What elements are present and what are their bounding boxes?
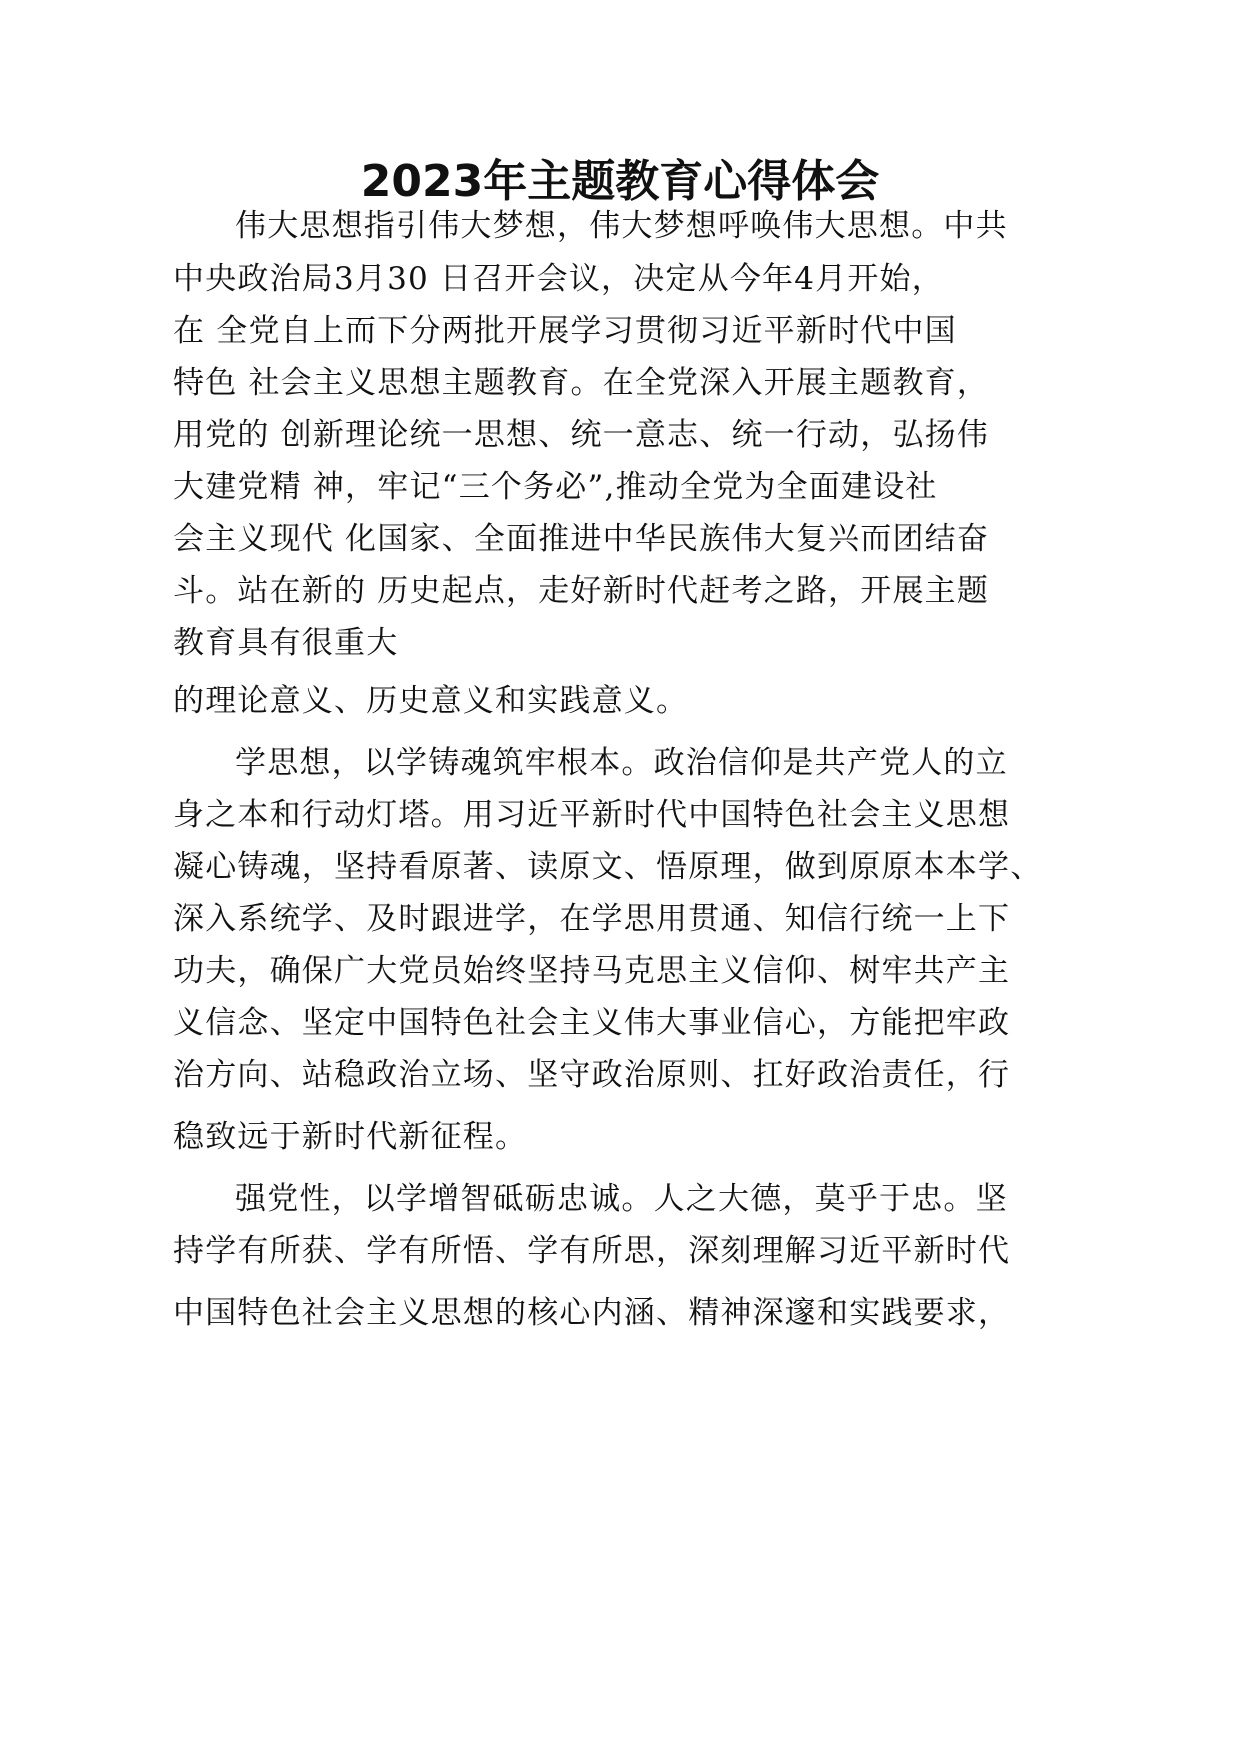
text-line: 身之本和行动灯塔。用习近平新时代中国特色社会主义思想 — [173, 797, 1011, 833]
text-line: 稳致远于新时代新征程。 — [173, 1119, 528, 1155]
text-line: 强党性，以学增智砥砺忠诚。人之大德，莫乎于忠。坚 — [235, 1181, 1008, 1217]
text-line: 斗。站在新的 历史起点，走好新时代赶考之路，开展主题 — [173, 573, 990, 609]
text-line: 持学有所获、学有所悟、学有所思，深刻理解习近平新时代 — [173, 1233, 1011, 1269]
text-line: 深入系统学、及时跟进学，在学思用贯通、知信行统一上下 — [173, 901, 1011, 937]
text-line: 学思想，以学铸魂筑牢根本。政治信仰是共产党人的立 — [235, 745, 1008, 781]
text-line: 用党的 创新理论统一思想、统一意志、统一行动，弘扬伟 — [173, 417, 990, 453]
text-line: 大建党精 神，牢记“三个务必”,推动全党为全面建设社 — [173, 469, 938, 505]
document-title: 2023年主题教育心得体会 — [360, 156, 880, 207]
text-line: 特色 社会主义思想主题教育。在全党深入开展主题教育， — [173, 365, 990, 401]
text-line: 功夫，确保广大党员始终坚持马克思主义信仰、树牢共产主 — [173, 953, 1011, 989]
text-line: 在 全党自上而下分两批开展学习贯彻习近平新时代中国 — [173, 313, 957, 349]
text-line: 会主义现代 化国家、全面推进中华民族伟大复兴而团结奋 — [173, 521, 990, 557]
text-line: 治方向、站稳政治立场、坚守政治原则、扛好政治责任，行 — [173, 1057, 1011, 1093]
text-line: 伟大思想指引伟大梦想，伟大梦想呼唤伟大思想。中共 — [235, 208, 1008, 244]
text-line: 的理论意义、历史意义和实践意义。 — [173, 683, 689, 719]
text-line: 义信念、坚定中国特色社会主义伟大事业信心，方能把牢政 — [173, 1005, 1011, 1041]
text-line: 凝心铸魂，坚持看原著、读原文、悟原理，做到原原本本学、 — [173, 849, 1043, 885]
text-line: 中国特色社会主义思想的核心内涵、精神深邃和实践要求， — [173, 1295, 1011, 1331]
text-line: 中央政治局3月30 日召开会议，决定从今年4月开始， — [173, 261, 944, 297]
text-line: 教育具有很重大 — [173, 625, 399, 661]
